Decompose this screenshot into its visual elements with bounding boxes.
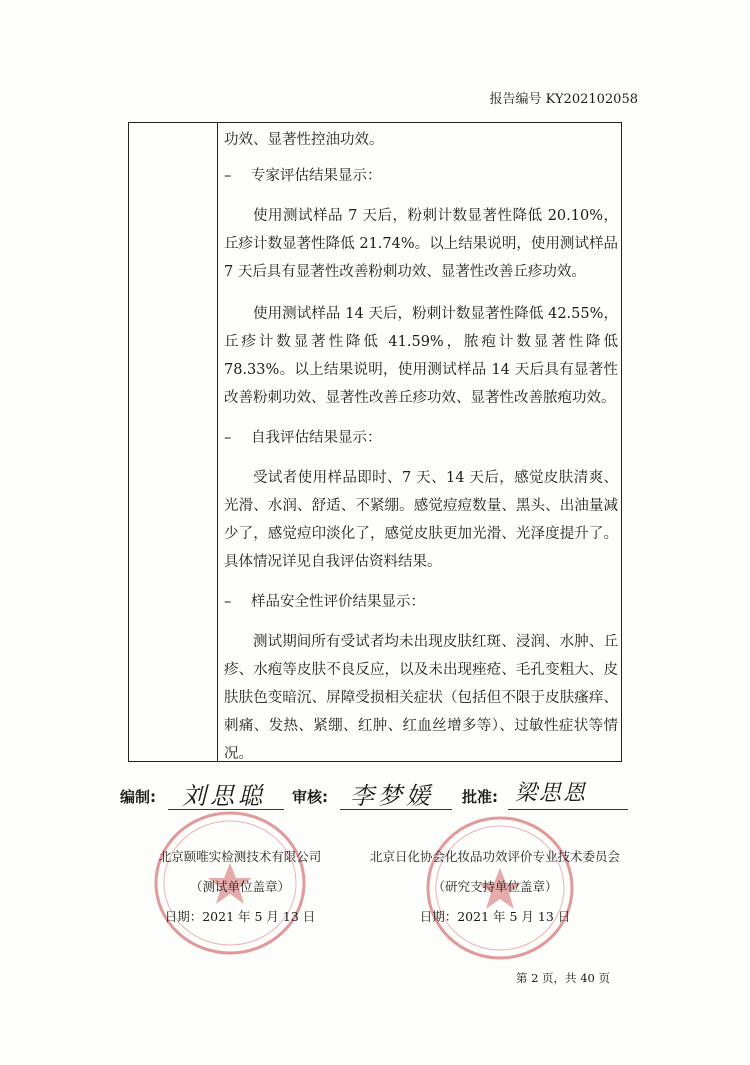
section-expert-heading bbox=[224, 162, 618, 190]
report-number: 报告编号 KY202102058 bbox=[489, 92, 638, 107]
bullet-dash: – bbox=[224, 594, 232, 610]
paragraph-continuation: 功效、显著性控油功效。 bbox=[224, 132, 384, 148]
support-org-date: 日期：2021 年 5 月 13 日 bbox=[419, 909, 571, 924]
paragraph-self: 受试者使用样品即时、7 天、14 天后，感觉皮肤清爽、光滑、水润、舒适、不紧绷。感觉痘痘数量、黑头、出油量减少了，感觉痘印淡化了，感觉皮肤更加光滑、光泽度提升了。具体情况详见自我评估资料结果。 bbox=[224, 470, 618, 570]
page-number: 第 2 页，共 40 页 bbox=[515, 971, 610, 985]
testing-org-role: （测试单位盖章） bbox=[189, 879, 290, 894]
section-title: 样品安全性评价结果显示： bbox=[251, 594, 425, 610]
compile-label: 编制: bbox=[120, 788, 156, 806]
support-org-name: 北京日化协会化妆品功效评价专业技术委员会 bbox=[369, 849, 620, 864]
approve-label: 批准: bbox=[462, 788, 498, 806]
section-safety-heading bbox=[224, 588, 618, 616]
paragraph-expert-7day: 使用测试样品 7 天后，粉刺计数显著性降低 20.10%，丘疹计数显著性降低 21.74%。以上结果说明，使用测试样品 7 天后具有显著性改善粉刺功效、显著性改善丘疹功效。 bbox=[224, 208, 618, 280]
signature-row bbox=[120, 782, 630, 810]
testing-org-date: 日期：2021 年 5 月 13 日 bbox=[164, 909, 316, 924]
section-title: 自我评估结果显示： bbox=[251, 430, 382, 446]
approve-signature: 梁思恩 bbox=[515, 781, 588, 806]
bullet-dash: – bbox=[224, 168, 232, 184]
review-label: 审核: bbox=[292, 788, 328, 806]
paragraph-safety: 测试期间所有受试者均未出现皮肤红斑、浸润、水肿、丘疹、水疱等皮肤不良反应，以及未出现痤疮、毛孔变粗大、皮肤肤色变暗沉、屏障受损相关症状（包括但不限于皮肤瘙痒、刺痛、发热、紧绷、红肿、红血丝增多等）、过敏性症状等情况。 bbox=[224, 634, 618, 762]
support-org-role: （研究支持单位盖章） bbox=[432, 879, 558, 894]
column-divider bbox=[217, 123, 218, 761]
result-text bbox=[224, 126, 618, 768]
support-org-stamp bbox=[362, 842, 628, 932]
section-title: 专家评估结果显示： bbox=[251, 168, 382, 184]
bullet-dash: – bbox=[224, 430, 232, 446]
section-self-heading bbox=[224, 424, 618, 452]
review-signature: 李梦媛 bbox=[350, 782, 434, 810]
testing-org-name: 北京颐唯实检测技术有限公司 bbox=[158, 849, 322, 864]
compile-signature: 刘思聪 bbox=[182, 782, 266, 810]
paragraph-expert-14day: 使用测试样品 14 天后，粉刺计数显著性降低 42.55%，丘疹计数显著性降低 41.59%，脓疱计数显著性降低 78.33%。以上结果说明，使用测试样品 14 天后具有显著性改善粉刺功效、显著性改善丘疹功效、显著性改善脓疱功效。 bbox=[224, 306, 618, 406]
testing-org-stamp bbox=[145, 842, 335, 932]
